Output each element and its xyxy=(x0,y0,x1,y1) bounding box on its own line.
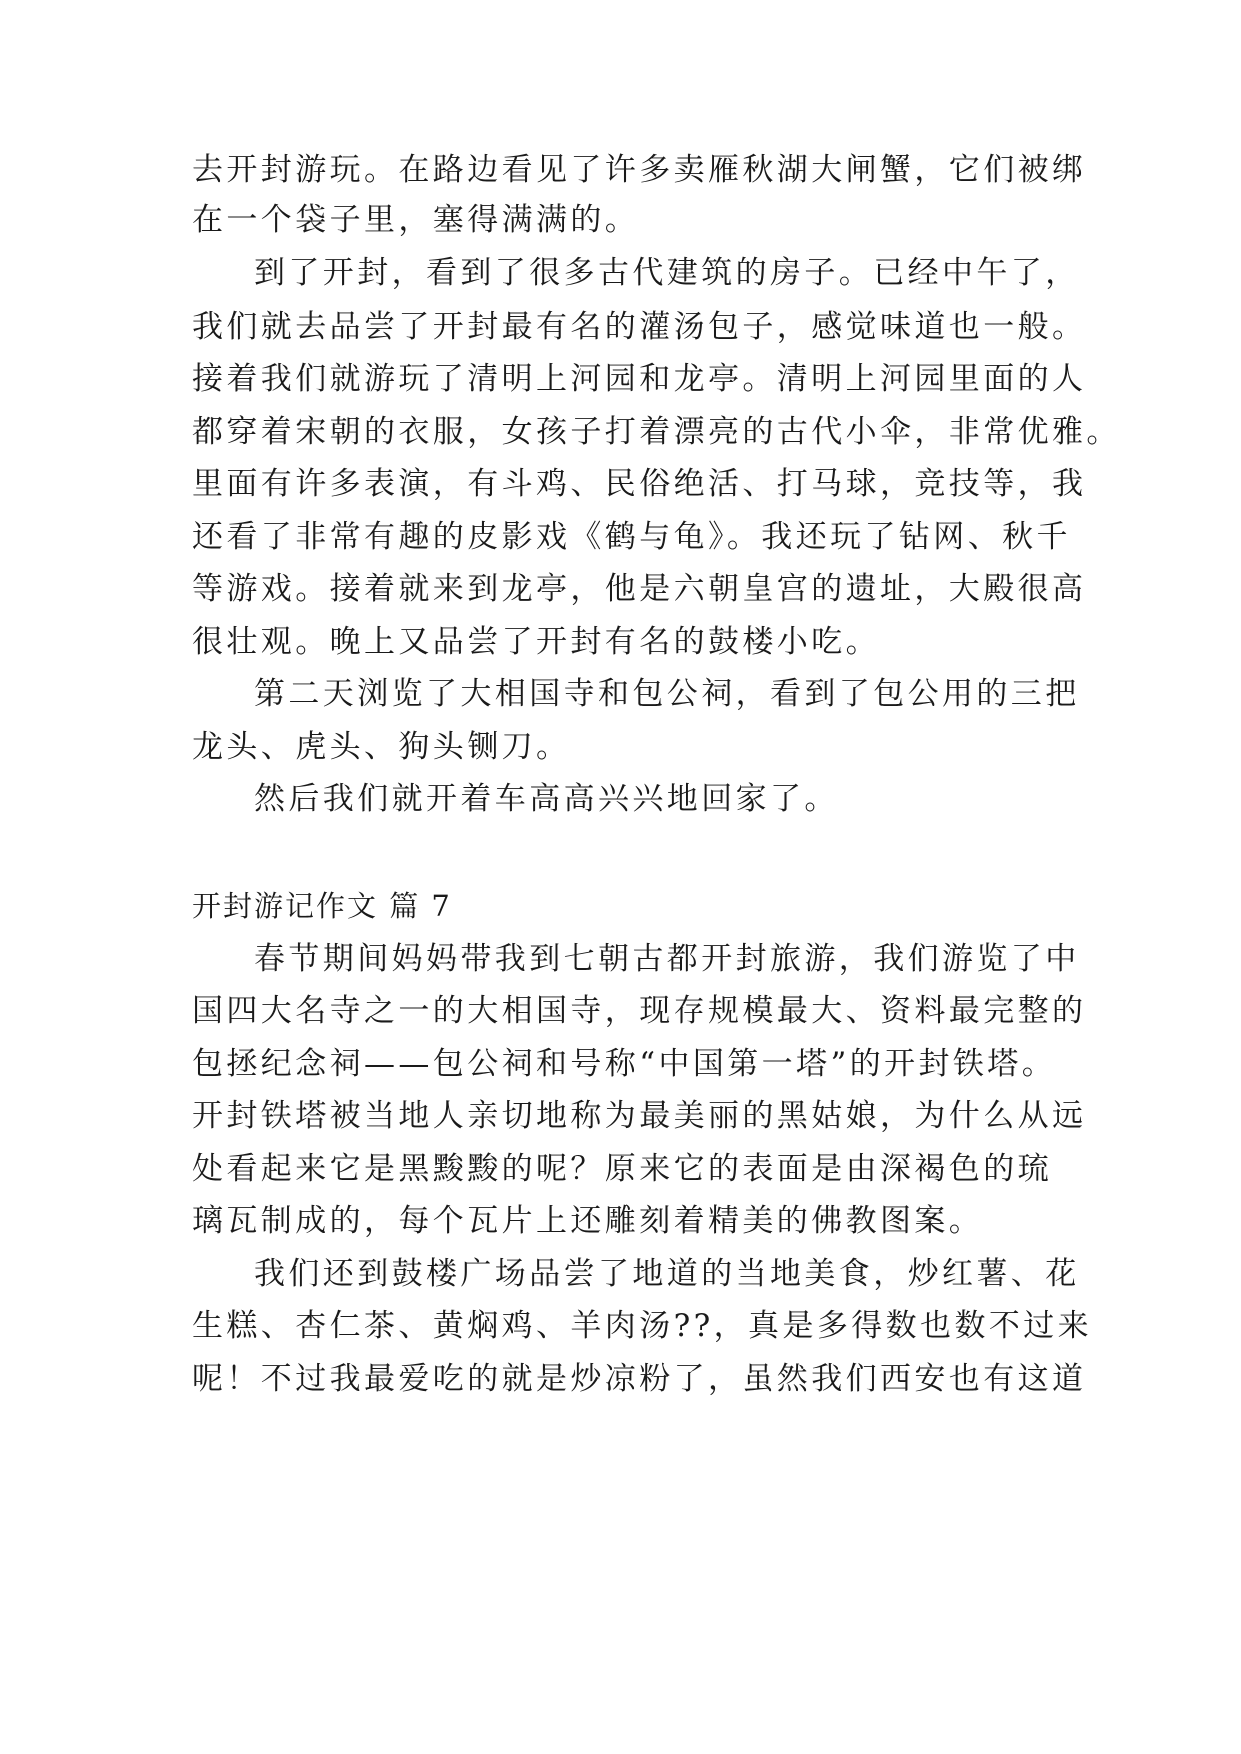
text-line: 包拯纪念祠——包公祠和号称“中国第一塔”的开封铁塔。 xyxy=(192,1046,1057,1082)
text-line: 我们就去品尝了开封最有名的灌汤包子，感觉味道也一般。 xyxy=(192,309,1087,345)
text-line: 第二天浏览了大相国寺和包公祠，看到了包公用的三把 xyxy=(254,676,1080,712)
text-line: 到了开封，看到了很多古代建筑的房子。已经中午了， xyxy=(254,255,1080,291)
text-line: 然后我们就开着车高高兴兴地回家了。 xyxy=(254,781,839,817)
text-line: 我们还到鼓楼广场品尝了地道的当地美食，炒红薯、花 xyxy=(254,1256,1080,1292)
text-line: 璃瓦制成的，每个瓦片上还雕刻着精美的佛教图案。 xyxy=(192,1203,984,1239)
text-line: 处看起来它是黑黢黢的呢？原来它的表面是由深褐色的琉 xyxy=(192,1151,1052,1187)
text-line: 呢！不过我最爱吃的就是炒凉粉了，虽然我们西安也有这道 xyxy=(192,1361,1087,1397)
text-line: 去开封游玩。在路边看见了许多卖雁秋湖大闸蟹，它们被绑 xyxy=(192,152,1087,188)
text-line: 很壮观。晚上又品尝了开封有名的鼓楼小吃。 xyxy=(192,624,880,660)
text-line: 都穿着宋朝的衣服，女孩子打着漂亮的古代小伞，非常优雅。 xyxy=(192,414,1121,450)
text-line: 还看了非常有趣的皮影戏《鹤与龟》。我还玩了钻网、秋千 xyxy=(192,519,1071,555)
text-line: 国四大名寺之一的大相国寺，现存规模最大、资料最完整的 xyxy=(192,993,1087,1029)
text-line: 等游戏。接着就来到龙亭，他是六朝皇宫的遗址，大殿很高 xyxy=(192,571,1087,607)
text-line: 龙头、虎头、狗头铡刀。 xyxy=(192,729,571,765)
text-line: 春节期间妈妈带我到七朝古都开封旅游，我们游览了中 xyxy=(254,941,1080,977)
text-line: 接着我们就游玩了清明上河园和龙亭。清明上河园里面的人 xyxy=(192,361,1087,397)
text-line: 开封铁塔被当地人亲切地称为最美丽的黑姑娘，为什么从远 xyxy=(192,1098,1087,1134)
text-line: 在一个袋子里，塞得满满的。 xyxy=(192,202,640,238)
text-line: 里面有许多表演，有斗鸡、民俗绝活、打马球，竞技等，我 xyxy=(192,466,1087,502)
section-heading: 开封游记作文 篇 7 xyxy=(192,889,452,923)
text-line: 生糕、杏仁茶、黄焖鸡、羊肉汤??，真是多得数也数不过来 xyxy=(192,1308,1093,1344)
